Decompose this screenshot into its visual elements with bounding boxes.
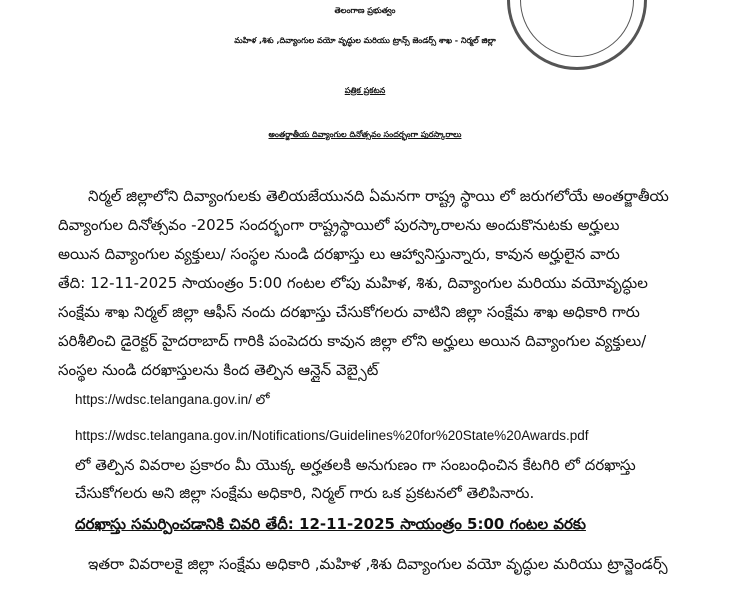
body-after-line-1: లో తెల్పిన వివరాల ప్రకారం మీ యొక్క అర్హతలకి అనుగుణం గా సంబంధించిన కేటగిరి లో దరఖాస్తు — [75, 456, 636, 474]
website-url[interactable]: https://wdsc.telangana.gov.in/ లో — [75, 392, 270, 407]
body-line-4: తేది: 12-11-2025 సాయంత్రం 5:00 గంటల లోపు మహిళ, శిశు, దివ్యాంగుల మరియు వయోవృద్ధుల — [58, 274, 648, 292]
government-heading: తెలంగాణ ప్రభుత్వం — [334, 6, 396, 15]
body-line-2: దివ్యాంగుల దినోత్సవం -2025 సందర్భంగా రాష్ట్రస్థాయిలో పురస్కారాలను అందుకొనుటకు అర్హులు — [58, 216, 620, 234]
body-line-5: సంక్షేమ శాఖ నిర్మల్ జిల్లా ఆఫీస్ నందు దరఖాస్తు చేసుకోగలరు వాటిని జిల్లా సంక్షేమ శాఖ అధికారి గారు — [58, 303, 640, 321]
department-heading: మహిళ ,శిశు ,దివ్యాంగుల వయో వృద్ధుల మరియు ట్రాన్స్ జెండర్స్ శాఖ - నిర్మల్ జిల్లా — [234, 36, 496, 45]
body-line-7: సంస్థల నుండి దరఖాస్తులను కింద తెల్పిన ఆన్లైన్ వెబ్సైట్ — [58, 361, 379, 379]
guidelines-url[interactable]: https://wdsc.telangana.gov.in/Notifications/Guidelines%20for%20State%20Awards.pdf — [75, 428, 589, 443]
deadline-line: దరఖాస్తు సమర్పించడానికి చివరి తేదీ: 12-11-2025 సాయంత్రం 5:00 గంటల వరకు — [75, 515, 586, 533]
body-after-line-2: చేసుకోగలరు అని జిల్లా సంక్షేమ అధికారి, నిర్మల్ గారు ఒక ప్రకటనలో తెలిపినారు. — [75, 484, 535, 502]
subject-heading: అంతర్జాతీయ దివ్యాంగుల దినోత్సవం సందర్భంగా పురస్కారాలు — [268, 130, 462, 139]
body-line-3: అయిన దివ్యాంగుల వ్యక్తులు/ సంస్థల నుండి దరఖాస్తు లు ఆహ్వానిస్తున్నారు, కావున అర్హులైన వారు — [58, 245, 620, 263]
press-note-title: పత్రిక ప్రకటన — [344, 86, 386, 95]
footer-line: ఇతరా వివరాలకై జిల్లా సంక్షేమ అధికారి ,మహిళ ,శిశు దివ్యాంగుల వయో వృద్ధుల మరియు ట్రాన్జెండర్స్ — [88, 555, 668, 573]
body-line-6: పరిశీలించి డైరెక్టర్ హైదరాబాద్ గారికి పంపెదరు కావున జిల్లా లోని అర్హులు అయిన దివ్యాంగుల వ్యక్తులు/ — [58, 332, 647, 350]
body-line-1: నిర్మల్ జిల్లాలోని దివ్యాంగులకు తెలియజేయునది ఏమనగా రాష్ట్ర స్థాయి లో జరుగలోయే అంతర్జాతీయ — [88, 187, 669, 205]
